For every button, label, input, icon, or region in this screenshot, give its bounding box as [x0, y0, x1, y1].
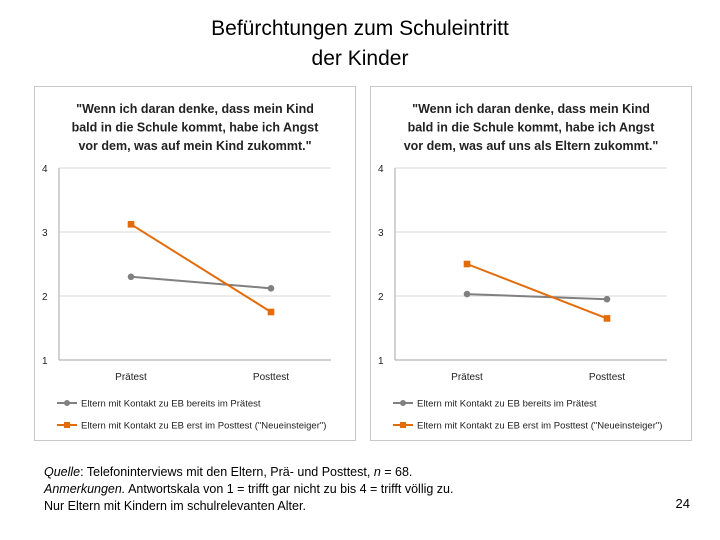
left-x-category-label: Posttest	[252, 372, 290, 383]
left-legend-label-2: Eltern mit Kontakt zu EB erst im Posttest ("Neueinsteiger")	[81, 420, 327, 432]
footer-anmerkungen-text: Antwortskala von 1 = trifft gar nicht zu bis 4 = trifft völlig zu.	[125, 482, 454, 496]
left-legend-marker-2	[64, 422, 70, 428]
left-chart-title-line: "Wenn ich daran denke, dass mein Kind	[76, 102, 314, 116]
left-y-tick-label: 2	[42, 292, 48, 303]
left-series-1-point	[268, 285, 275, 292]
right-x-category-label: Prätest	[451, 372, 483, 383]
right-chart-title-line: "Wenn ich daran denke, dass mein Kind	[412, 102, 650, 116]
footer-line-3: Nur Eltern mit Kindern im schulrelevanten Alter.	[44, 499, 306, 513]
right-series-2-point	[604, 315, 611, 322]
right-series-1-point	[604, 296, 611, 303]
footer-n-label: n	[373, 465, 381, 479]
right-series-2-point	[464, 261, 471, 268]
footer-source-line	[44, 464, 604, 481]
right-legend-label-1: Eltern mit Kontakt zu EB bereits im Prätest	[417, 398, 597, 410]
right-y-tick-label: 2	[378, 292, 384, 303]
footer-notes	[44, 464, 604, 515]
left-series-line-1	[131, 277, 271, 289]
slide-title-line-1: Befürchtungen zum Schuleintritt	[211, 17, 509, 40]
slide-title-line-2: der Kinder	[311, 47, 409, 70]
chart-left-svg	[35, 87, 355, 440]
right-y-tick-label: 3	[378, 228, 384, 239]
right-y-tick-label: 1	[378, 356, 384, 367]
left-y-tick-label: 3	[42, 228, 48, 239]
footer-n-value: = 68.	[380, 465, 413, 479]
right-legend-marker-2	[400, 422, 406, 428]
right-series-1-point	[464, 291, 471, 298]
chart-panel-left	[34, 86, 356, 441]
footer-notes-line	[44, 481, 604, 498]
chart-panel-right	[370, 86, 692, 441]
left-chart-title-line: vor dem, was auf mein Kind zukommt."	[78, 139, 312, 153]
right-chart-title	[404, 102, 659, 153]
left-chart-title	[72, 102, 320, 153]
left-x-category-label: Prätest	[115, 372, 147, 383]
left-y-tick-label: 4	[42, 164, 48, 175]
right-legend-label-2: Eltern mit Kontakt zu EB erst im Posttest ("Neueinsteiger")	[417, 420, 663, 432]
left-series-1-point	[128, 274, 135, 281]
left-y-tick-label: 1	[42, 356, 48, 367]
right-legend-marker-1	[400, 400, 406, 406]
page-number: 24	[675, 496, 690, 511]
right-series-line-1	[467, 294, 607, 299]
slide-title	[0, 14, 720, 74]
footer-anmerkungen-label: Anmerkungen.	[44, 482, 126, 496]
right-chart-title-line: bald in die Schule kommt, habe ich Angst	[407, 120, 655, 135]
right-series-line-2	[467, 264, 607, 318]
footer-quelle-text: : Telefoninterviews mit den Eltern, Prä- und Posttest,	[80, 465, 374, 479]
left-chart-title-line: bald in die Schule kommt, habe ich Angst	[71, 120, 319, 135]
left-series-2-point	[268, 309, 275, 316]
left-series-2-point	[128, 221, 135, 228]
right-x-category-label: Posttest	[588, 372, 626, 383]
footer-quelle-label: Quelle	[44, 465, 81, 479]
left-legend-label-1: Eltern mit Kontakt zu EB bereits im Prätest	[81, 398, 261, 410]
chart-right-svg	[371, 87, 691, 440]
right-chart-title-line: vor dem, was auf uns als Eltern zukommt."	[403, 139, 659, 153]
left-legend-marker-1	[64, 400, 70, 406]
left-series-line-2	[131, 224, 271, 312]
right-y-tick-label: 4	[378, 164, 384, 175]
